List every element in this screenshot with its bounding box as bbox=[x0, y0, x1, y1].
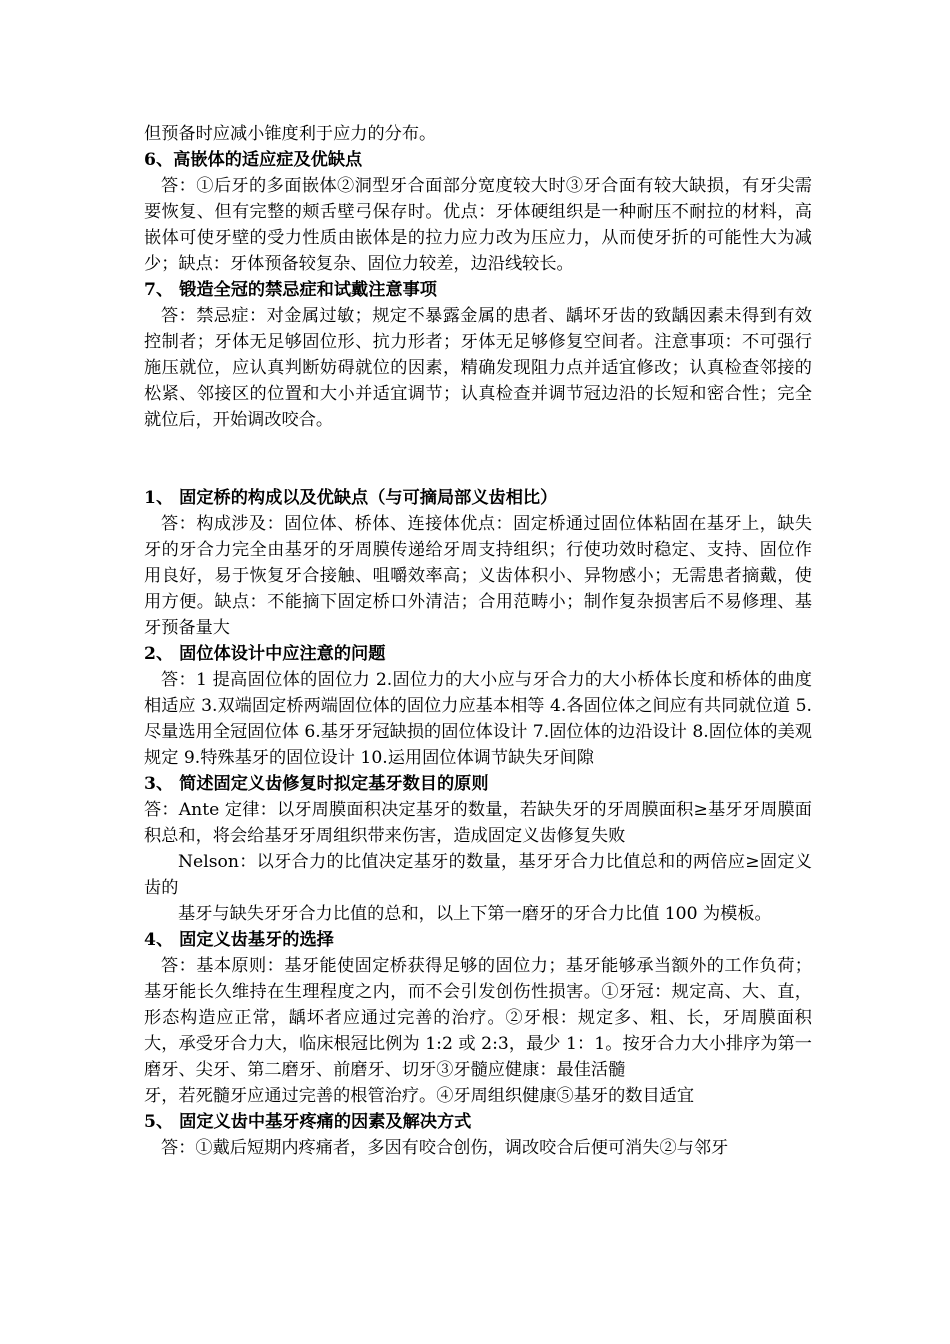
heading-fixed-bridge-3: 3、 简述固定义齿修复时拟定基牙数目的原则 bbox=[144, 774, 489, 794]
answer-fixed-bridge-2: 答：1 提高固位体的固位力 2.固位力的大小应与牙合力的大小桥体长度和桥体的曲度相适应 3.双端固定桥两端固位体的固位力应基本相等 4.各固位体之间应有共同就位道 5.尽量选用全冠固位体 6.基牙牙冠缺损的固位体设计 7.固位体的边沿设计 8.固位体的美观规定 9.特殊基牙的固位设计 10.运用固位体调节缺失牙间隙 bbox=[144, 670, 812, 768]
answer-fixed-bridge-4: 答：基本原则：基牙能使固定桥获得足够的固位力；基牙能够承当额外的工作负荷；基牙能长久维持在生理程度之内，而不会引发创伤性损害。①牙冠：规定高、大、直，形态构造应正常，龋坏者应通过完善的治疗。②牙根：规定多、粗、长，牙周膜面积大，承受牙合力大，临床根冠比例为 1:2 或 2:3，最少 1：1。按牙合力大小排序为第一磨牙、尖牙、第二磨牙、前磨牙、切牙③牙髓应健康：最佳活髓 bbox=[144, 956, 812, 1080]
answer-fixed-bridge-3-ante: 答：Ante 定律：以牙周膜面积决定基牙的数量，若缺失牙的牙周膜面积≥基牙牙周膜面积总和，将会给基牙牙周组织带来伤害，造成固定义齿修复失败 bbox=[144, 800, 812, 846]
heading-fixed-bridge-4: 4、 固定义齿基牙的选择 bbox=[144, 930, 334, 950]
answer-fixed-bridge-4-cont: 牙，若死髓牙应通过完善的根管治疗。④牙周组织健康⑤基牙的数目适宜 bbox=[144, 1086, 695, 1106]
heading-fixed-bridge-2: 2、 固位体设计中应注意的问题 bbox=[144, 644, 386, 664]
document-page bbox=[144, 121, 812, 1161]
heading-fixed-bridge-5: 5、 固定义齿中基牙疼痛的因素及解决方式 bbox=[144, 1112, 472, 1132]
heading-q6: 6、高嵌体的适应症及优缺点 bbox=[144, 150, 363, 170]
answer-fixed-bridge-5: 答：①戴后短期内疼痛者，多因有咬合创伤，调改咬合后便可消失②与邻牙 bbox=[161, 1138, 729, 1158]
answer-fixed-bridge-3-nelson: Nelson：以牙合力的比值决定基牙的数量，基牙牙合力比值总和的两倍应≥固定义齿的 bbox=[144, 852, 812, 898]
heading-fixed-bridge-1: 1、 固定桥的构成以及优缺点（与可摘局部义齿相比） bbox=[144, 488, 558, 508]
answer-q7: 答：禁忌症：对金属过敏；规定不暴露金属的患者、龋坏牙齿的致龋因素未得到有效控制者；牙体无足够固位形、抗力形者；牙体无足够修复空间者。注意事项：不可强行施压就位，应认真判断妨碍就位的因素，精确发现阻力点并适宜修改；认真检查邻接的松紧、邻接区的位置和大小并适宜调节；认真检查并调节冠边沿的长短和密合性；完全就位后，开始调改咬合。 bbox=[144, 306, 812, 430]
heading-q7: 7、 锻造全冠的禁忌症和试戴注意事项 bbox=[144, 280, 437, 300]
paragraph-continuation: 但预备时应减小锥度利于应力的分布。 bbox=[144, 124, 437, 144]
answer-fixed-bridge-3-ratio: 基牙与缺失牙牙合力比值的总和，以上下第一磨牙的牙合力比值 100 为模板。 bbox=[178, 904, 772, 924]
answer-q6: 答：①后牙的多面嵌体②洞型牙合面部分宽度较大时③牙合面有较大缺损，有牙尖需要恢复、但有完整的颊舌壁弓保存时。优点：牙体硬组织是一种耐压不耐拉的材料，高嵌体可使牙壁的受力性质由嵌体是的拉力应力改为压应力，从而使牙折的可能性大为减少；缺点：牙体预备较复杂、固位力较差，边沿线较长。 bbox=[144, 176, 812, 274]
answer-fixed-bridge-1: 答：构成涉及：固位体、桥体、连接体优点：固定桥通过固位体粘固在基牙上，缺失牙的牙合力完全由基牙的牙周膜传递给牙周支持组织；行使功效时稳定、支持、固位作用良好，易于恢复牙合接触、咀嚼效率高；义齿体积小、异物感小；无需患者摘戴，使用方便。缺点：不能摘下固定桥口外清洁；合用范畴小；制作复杂损害后不易修理、基牙预备量大 bbox=[144, 514, 812, 638]
section-gap bbox=[144, 433, 812, 485]
